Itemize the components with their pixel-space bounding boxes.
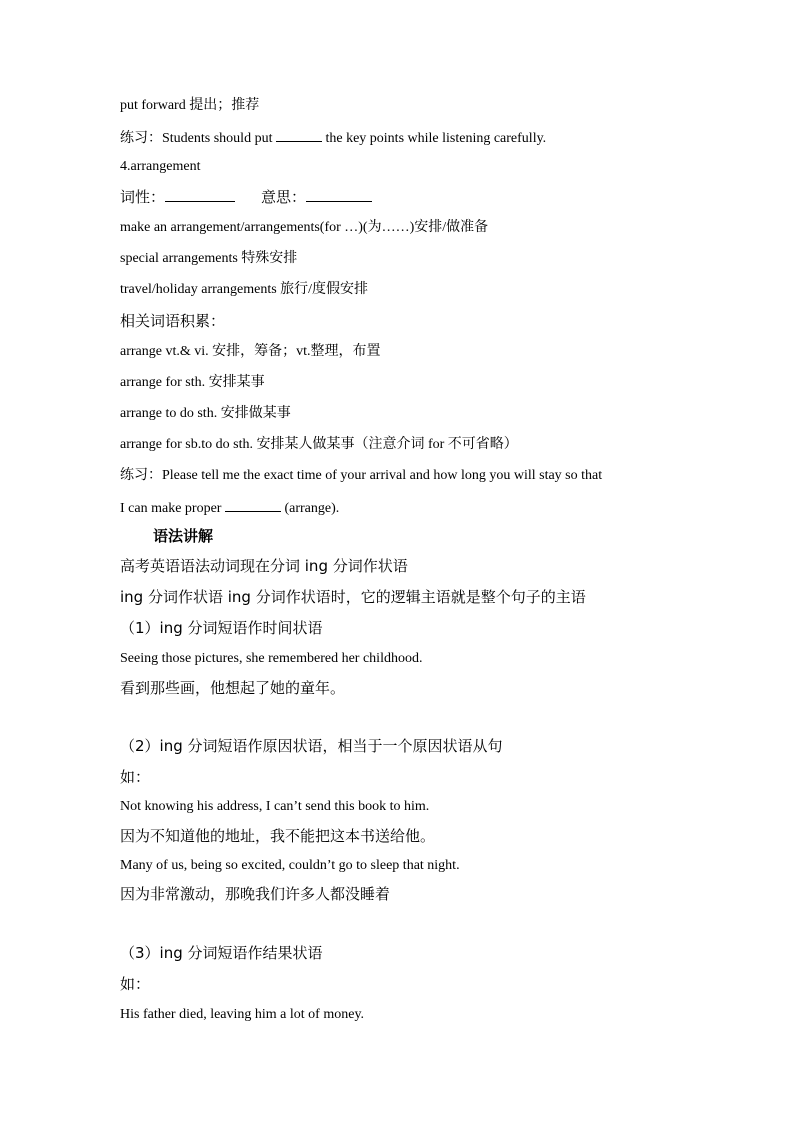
example-sentence-en: Seeing those pictures, she remembered her childhood. xyxy=(120,651,423,666)
example-sentence-en: His father died, leaving him a lot of money. xyxy=(120,1007,365,1022)
example-sentence-zh: 因为不知道他的地址，我不能把这本书送给他。 xyxy=(120,827,436,845)
phrase-make-an-arrangement: make an arrangement/arrangements(for …)(为……)安排/做准备 xyxy=(120,220,489,235)
phrase-arrange-definition: arrange vt.& vi. 安排，筹备；vt.整理，布置 xyxy=(120,344,381,359)
word-class-meaning-line: 词性： 意思： xyxy=(120,187,372,207)
part-of-speech-blank xyxy=(165,187,235,202)
example-label: 如： xyxy=(120,768,151,786)
example-sentence-en: Not knowing his address, I can’t send this book to him. xyxy=(120,799,430,814)
grammar-section-heading: 语法讲解 xyxy=(153,527,214,545)
phrase-arrange-to-do: arrange to do sth. 安排做某事 xyxy=(120,406,291,421)
example-sentence-en: Many of us, being so excited, couldn’t go to sleep that night. xyxy=(120,858,460,873)
answer-blank xyxy=(276,127,322,142)
example-sentence-zh: 看到那些画，他想起了她的童年。 xyxy=(120,679,346,697)
related-words-heading: 相关词语积累： xyxy=(120,312,226,330)
example-sentence-zh: 因为非常激动，那晚我们许多人都没睡着 xyxy=(120,885,391,903)
grammar-topic-title: 高考英语语法动词现在分词 ing 分词作状语 xyxy=(120,557,408,575)
subsection-cause-adverbial: （2）ing 分词短语作原因状语，相当于一个原因状语从句 xyxy=(120,737,503,755)
exercise-arrange-line-1: 练习：Please tell me the exact time of your arrival and how long you will stay so that xyxy=(120,468,603,483)
subsection-result-adverbial: （3）ing 分词短语作结果状语 xyxy=(120,944,323,962)
phrase-arrange-for-sb: arrange for sb.to do sth. 安排某人做某事（注意介词 for 不可省略） xyxy=(120,437,518,452)
exercise-arrange-line-2: I can make proper (arrange). xyxy=(120,497,339,519)
phrase-travel-arrangements: travel/holiday arrangements 旅行/度假安排 xyxy=(120,282,369,297)
example-label: 如： xyxy=(120,975,151,993)
answer-blank xyxy=(225,497,281,512)
meaning-blank xyxy=(306,187,372,202)
exercise-put-forward: 练习：Students should put the key points while listening carefully. xyxy=(120,127,546,149)
phrase-put-forward: put forward 提出；推荐 xyxy=(120,98,260,113)
word-heading-arrangement: 4.arrangement xyxy=(120,159,201,174)
phrase-arrange-for-sth: arrange for sth. 安排某事 xyxy=(120,375,265,390)
phrase-special-arrangements: special arrangements 特殊安排 xyxy=(120,251,298,266)
grammar-rule: ing 分词作状语 ing 分词作状语时，它的逻辑主语就是整个句子的主语 xyxy=(120,588,586,606)
subsection-time-adverbial: （1）ing 分词短语作时间状语 xyxy=(120,619,323,637)
